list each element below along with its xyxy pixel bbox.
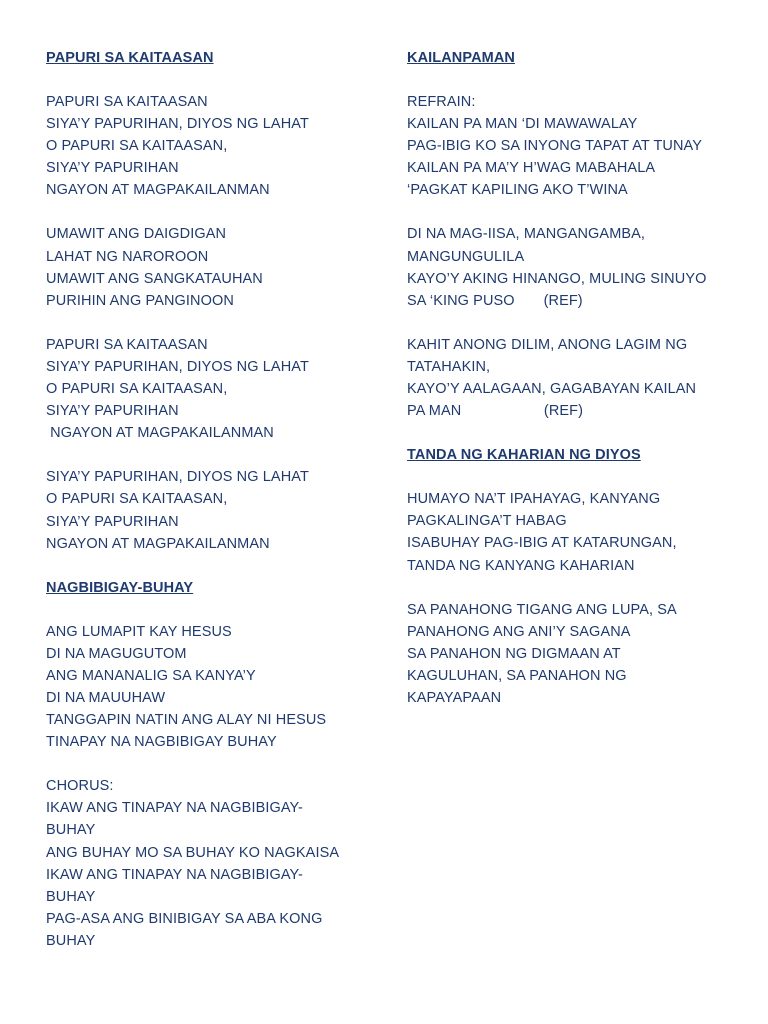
lyric-line: IKAW ANG TINAPAY NA NAGBIBIGAY- (46, 866, 303, 883)
lyric-line: ISABUHAY PAG-IBIG AT KATARUNGAN, (407, 535, 677, 552)
left-column (46, 47, 366, 952)
lyric-line: MANGUNGULILA (407, 248, 525, 265)
lyric-line: PAGKALINGA’T HABAG (407, 513, 567, 530)
lyric-line: NGAYON AT MAGPAKAILANMAN (46, 535, 270, 552)
song (407, 444, 737, 709)
lyric-line: SA PANAHON NG DIGMAAN AT (407, 645, 621, 662)
stanza (407, 223, 737, 311)
lyric-line: SIYA’Y PAPURIHAN, DIYOS NG LAHAT (46, 469, 309, 486)
lyric-line: DI NA MAUUHAW (46, 689, 166, 706)
lyric-line: O PAPURI SA KAITAASAN, (46, 381, 228, 398)
lyric-line: KAYO’Y AKING HINANGO, MULING SINUYO (407, 270, 707, 287)
song-title: NAGBIBIGAY-BUHAY (46, 579, 194, 596)
lyric-line: IKAW ANG TINAPAY NA NAGBIBIGAY- (46, 800, 303, 817)
stanza (407, 488, 737, 576)
song (46, 577, 366, 952)
lyric-line: CHORUS: (46, 778, 114, 795)
lyric-line: SIYA’Y PAPURIHAN, DIYOS NG LAHAT (46, 116, 309, 133)
lyric-line: BUHAY (46, 822, 96, 839)
lyric-line: KAPAYAPAAN (407, 689, 502, 706)
lyric-line: DI NA MAGUGUTOM (46, 645, 187, 662)
lyric-line: SIYA’Y PAPURIHAN (46, 513, 179, 530)
lyric-line: SA PANAHONG TIGANG ANG LUPA, SA (407, 601, 677, 618)
stanza (46, 775, 366, 952)
song-title: PAPURI SA KAITAASAN (46, 50, 214, 66)
lyric-line: SIYA’Y PAPURIHAN (46, 403, 179, 420)
lyric-line: PAG-ASA ANG BINIBIGAY SA ABA KONG (46, 910, 323, 927)
stanza (46, 91, 366, 201)
song-title: KAILANPAMAN (407, 50, 515, 66)
lyric-line: LAHAT NG NAROROON (46, 248, 209, 265)
lyric-line: HUMAYO NA’T IPAHAYAG, KANYANG (407, 491, 661, 508)
lyric-line: KAHIT ANONG DILIM, ANONG LAGIM NG (407, 336, 688, 353)
stanza (407, 91, 737, 201)
song-title: TANDA NG KAHARIAN NG DIYOS (407, 447, 641, 464)
lyric-line: ANG MANANALIG SA KANYA’Y (46, 667, 256, 684)
lyric-line: BUHAY (46, 888, 96, 905)
lyric-line: NGAYON AT MAGPAKAILANMAN (46, 182, 270, 199)
stanza (46, 334, 366, 444)
lyric-line: UMAWIT ANG DAIGDIGAN (46, 226, 227, 243)
lyric-line: SIYA’Y PAPURIHAN (46, 160, 179, 177)
right-column (407, 47, 737, 709)
lyric-line: BUHAY (46, 932, 96, 949)
lyric-line: PANAHONG ANG ANI’Y SAGANA (407, 623, 631, 640)
song (407, 47, 737, 422)
lyric-line: PAPURI SA KAITAASAN (46, 94, 208, 110)
stanza (46, 223, 366, 311)
lyric-line: PA MAN (REF) (407, 403, 584, 420)
lyric-line: ANG LUMAPIT KAY HESUS (46, 623, 232, 640)
lyric-line: KAILAN PA MAN ‘DI MAWAWALAY (407, 116, 638, 133)
lyric-line: PURIHIN ANG PANGINOON (46, 292, 234, 309)
song (46, 47, 366, 555)
stanza (46, 466, 366, 554)
lyric-line: SIYA’Y PAPURIHAN, DIYOS NG LAHAT (46, 358, 309, 375)
lyric-line: PAG-IBIG KO SA INYONG TAPAT AT TUNAY (407, 138, 703, 155)
lyric-line: KAILAN PA MA’Y H’WAG MABAHALA (407, 160, 656, 177)
lyric-line: KAGULUHAN, SA PANAHON NG (407, 667, 627, 684)
lyric-line: TANGGAPIN NATIN ANG ALAY NI HESUS (46, 712, 327, 729)
stanza (46, 621, 366, 754)
lyric-line: DI NA MAG-IISA, MANGANGAMBA, (407, 226, 646, 243)
lyric-line: KAYO’Y AALAGAAN, GAGABAYAN KAILAN (407, 381, 697, 398)
lyric-line: TINAPAY NA NAGBIBIGAY BUHAY (46, 734, 277, 751)
lyric-line: TANDA NG KANYANG KAHARIAN (407, 557, 635, 574)
lyric-line: TATAHAKIN, (407, 358, 491, 375)
lyric-line: REFRAIN: (407, 94, 476, 110)
lyric-line: NGAYON AT MAGPAKAILANMAN (46, 425, 274, 442)
lyric-line: ‘PAGKAT KAPILING AKO T’WINA (407, 182, 628, 199)
lyric-line: O PAPURI SA KAITAASAN, (46, 138, 228, 155)
lyric-line: O PAPURI SA KAITAASAN, (46, 491, 228, 508)
lyric-line: ANG BUHAY MO SA BUHAY KO NAGKAISA (46, 844, 340, 861)
lyric-line: PAPURI SA KAITAASAN (46, 336, 208, 353)
lyric-line: UMAWIT ANG SANGKATAUHAN (46, 270, 263, 287)
stanza (407, 334, 737, 422)
stanza (407, 599, 737, 709)
lyric-line: SA ‘KING PUSO (REF) (407, 292, 583, 309)
